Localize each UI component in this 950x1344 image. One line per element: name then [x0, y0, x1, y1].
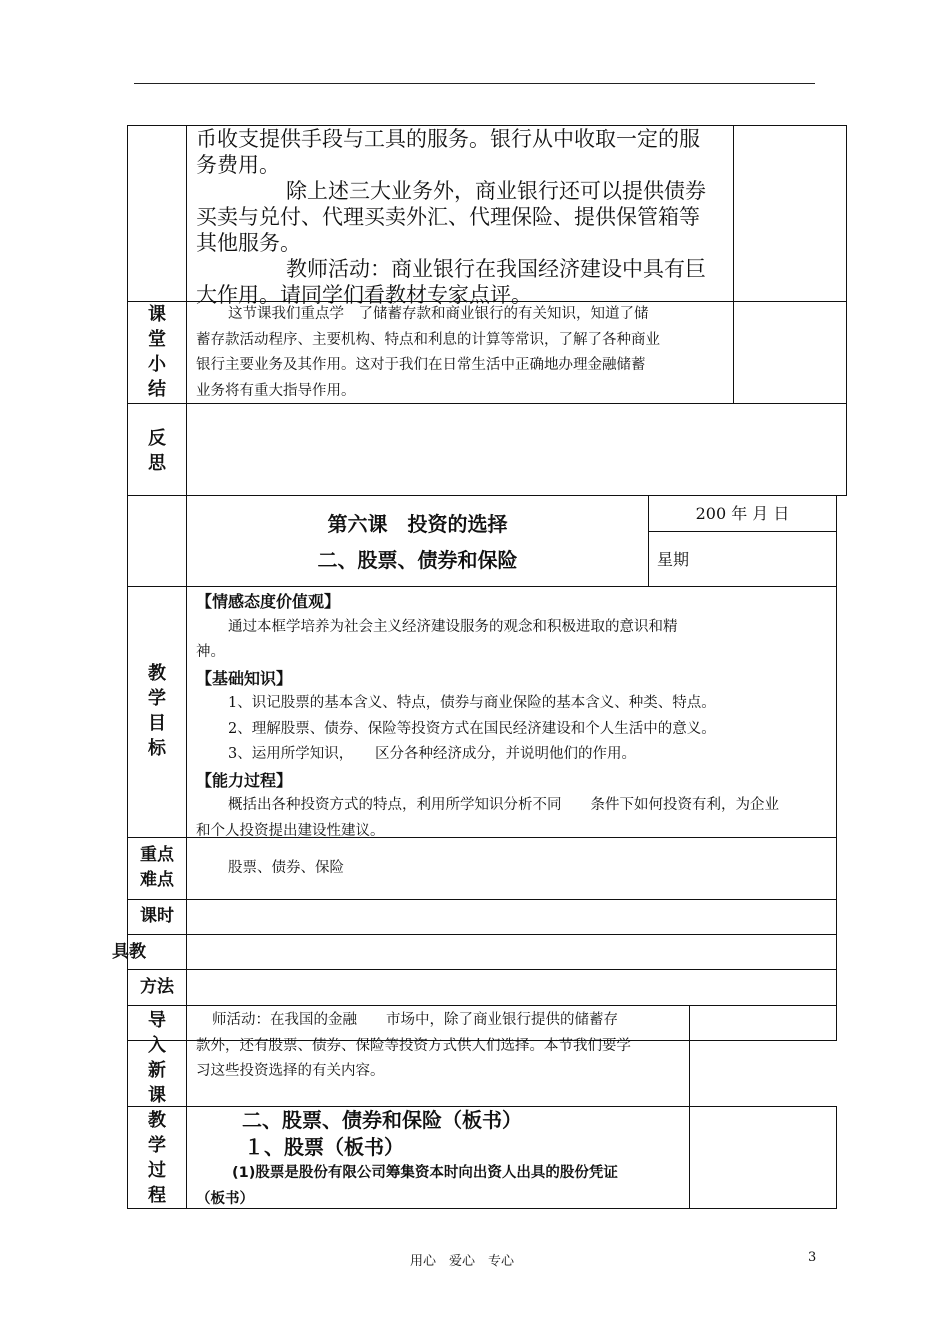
page-number: 3 — [808, 1250, 817, 1265]
method-label: 方法 — [140, 977, 174, 997]
process-label: 教学过程 — [148, 1110, 166, 1206]
weekday-field: 星期 — [657, 550, 690, 569]
header-rule — [134, 83, 815, 84]
grid-line — [127, 934, 837, 935]
keypoints-label: 重点 难点 — [140, 845, 174, 890]
grid-line — [186, 125, 187, 1209]
grid-line — [127, 495, 847, 496]
reflection-label: 反思 — [148, 428, 166, 474]
lesson-subtitle: 二、股票、债券和保险 — [317, 548, 518, 572]
grid-line — [689, 1005, 690, 1209]
text-line: 和个人投资提出建设性建议。 — [196, 822, 385, 839]
grid-line — [846, 125, 847, 495]
text-line: 其他服务。 — [196, 231, 301, 255]
text-line: 币收支提供手段与工具的服务。银行从中收取一定的服 — [196, 127, 700, 151]
text-line: 蓄存款活动程序、主要机构、特点和利息的计算等常识，了解了各种商业 — [196, 331, 660, 348]
text-line: 习这些投资选择的有关内容。 — [196, 1063, 385, 1079]
text-line: 这节课我们重点学 了储蓄存款和商业银行的有关知识，知道了储 — [228, 306, 649, 322]
lesson-title: 第六课 投资的选择 — [327, 512, 508, 536]
tools-label: 具教 — [112, 942, 146, 962]
grid-line — [127, 899, 837, 900]
intro-label: 导入新课 — [148, 1010, 166, 1106]
text-line: 款外，还有股票、债券、保险等投资方式供人们选择。本节我们要学 — [196, 1037, 631, 1054]
grid-line — [836, 1106, 837, 1209]
text-line: (1)股票是股份有限公司筹集资本时向出资人出具的股份凭证 — [232, 1165, 618, 1181]
text-line: （板书） — [196, 1191, 254, 1207]
grid-line — [733, 125, 734, 403]
text-line: 买卖与兑付、代理买卖外汇、代理保险、提供保管箱等 — [196, 205, 700, 229]
text-line: 业务将有重大指导作用。 — [196, 382, 356, 399]
text-line: 2、理解股票、债券、保险等投资方式在国民经济建设和个人生活中的意义。 — [228, 720, 716, 737]
grid-line — [127, 586, 837, 587]
summary-text — [196, 302, 731, 404]
footer-slogan: 用心 爱心 专心 — [410, 1254, 515, 1269]
text-line: 概括出各种投资方式的特点，利用所学知识分析不同 条件下如何投资有利，为企业 — [228, 797, 779, 813]
keypoints-text: 股票、债券、保险 — [228, 860, 344, 876]
text-line: 除上述三大业务外，商业银行还可以提供债券 — [286, 179, 706, 203]
text-line: 3、运用所学知识， 区分各种经济成分，并说明他们的作用。 — [228, 746, 636, 762]
grid-line — [648, 531, 837, 532]
grid-line — [127, 1005, 837, 1006]
text-line: 银行主要业务及其作用。这对于我们在日常生活中正确地办理金融储蓄 — [196, 357, 646, 373]
text-line: 大作用。请同学们看教材专家点评。 — [196, 283, 532, 307]
text-line: 务费用。 — [196, 153, 280, 177]
section-heading: 【情感态度价值观】 — [196, 592, 341, 611]
continued-text — [196, 126, 731, 308]
text-line: 通过本框学培养为社会主义经济建设服务的观念和积极进取的意识和精 — [228, 618, 678, 635]
summary-label: 课堂小结 — [148, 304, 166, 400]
text-line: 1、识记股票的基本含义、特点，债券与商业保险的基本含义、种类、特点。 — [228, 695, 716, 711]
section-heading: 【基础知识】 — [196, 668, 293, 688]
section-heading: 二、股票、债券和保险（板书） — [242, 1108, 522, 1132]
grid-line — [127, 969, 837, 970]
section-heading: 【能力过程】 — [196, 770, 293, 790]
text-line: 教师活动：商业银行在我国经济建设中具有巨 — [286, 257, 706, 281]
process-content — [196, 1107, 686, 1212]
text-line: 神。 — [196, 644, 225, 660]
intro-text — [196, 1008, 686, 1085]
goals-label: 教学目标 — [148, 663, 166, 759]
grid-line — [836, 495, 837, 1040]
period-label: 课时 — [140, 906, 174, 926]
section-heading: １、股票（板书） — [244, 1135, 404, 1159]
date-field: 200 年 月 日 — [695, 504, 790, 523]
text-line: 师活动：在我国的金融 市场中，除了商业银行提供的储蓄存 — [212, 1012, 618, 1028]
goals-content — [196, 589, 832, 844]
